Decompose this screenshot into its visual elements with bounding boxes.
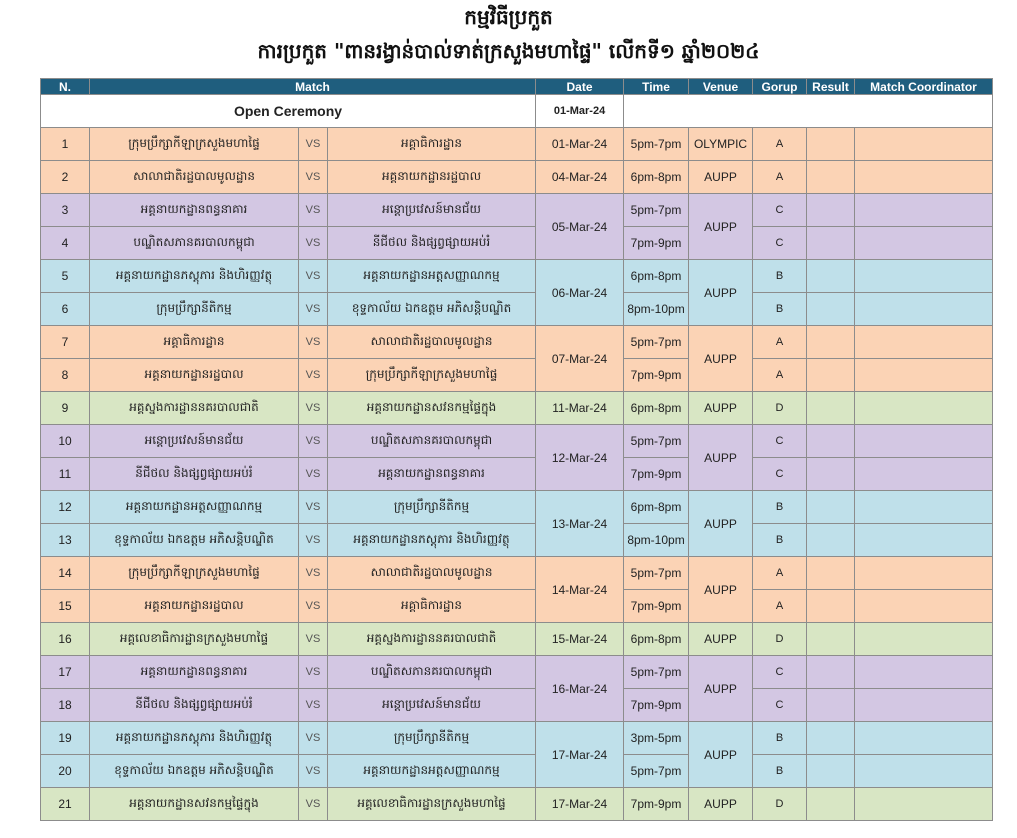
match-number: 15 [41, 590, 90, 623]
home-team: ក្រុមប្រឹក្សាកីឡាក្រសួងមហាផ្ទៃ [90, 557, 299, 590]
match-group: A [753, 326, 807, 359]
match-coordinator [855, 425, 993, 458]
away-team: អគ្គនាយកដ្ឋានពន្ធនាគារ [328, 458, 536, 491]
away-team: ខុទ្ទកាល័យ ឯកឧត្តម អភិសន្តិបណ្ឌិត [328, 293, 536, 326]
match-number: 17 [41, 656, 90, 689]
away-team: អគ្គនាយកដ្ឋានអត្តសញ្ញាណកម្ម [328, 260, 536, 293]
away-team: បណ្ឌិតសភានគរបាលកម្ពុជា [328, 425, 536, 458]
match-date: 17-Mar-24 [536, 788, 624, 821]
match-row [41, 194, 993, 227]
match-number: 2 [41, 161, 90, 194]
header-row [41, 79, 993, 95]
home-team: អគ្គស្នងការដ្ឋាននគរបាលជាតិ [90, 392, 299, 425]
match-venue: AUPP [689, 623, 753, 656]
match-date: 01-Mar-24 [536, 128, 624, 161]
match-number: 18 [41, 689, 90, 722]
match-date: 15-Mar-24 [536, 623, 624, 656]
home-team: អគ្គនាយកដ្ឋានអត្តសញ្ញាណកម្ម [90, 491, 299, 524]
match-coordinator [855, 260, 993, 293]
match-coordinator [855, 755, 993, 788]
vs-label: VS [299, 293, 328, 326]
away-team: អគ្គាធិការដ្ឋាន [328, 590, 536, 623]
match-row [41, 788, 993, 821]
match-venue: AUPP [689, 194, 753, 260]
match-number: 14 [41, 557, 90, 590]
match-coordinator [855, 359, 993, 392]
vs-label: VS [299, 491, 328, 524]
away-team: អគ្គនាយកដ្ឋានភស្តុភារ និងហិរញ្ញវត្ថុ [328, 524, 536, 557]
match-number: 12 [41, 491, 90, 524]
match-number: 16 [41, 623, 90, 656]
match-venue: AUPP [689, 161, 753, 194]
match-result [807, 689, 855, 722]
match-time: 5pm-7pm [624, 128, 689, 161]
away-team: អគ្គស្នងការដ្ឋាននគរបាលជាតិ [328, 623, 536, 656]
match-row [41, 590, 993, 623]
home-team: អគ្គនាយកដ្ឋានភស្តុភារ និងហិរញ្ញវត្ថុ [90, 722, 299, 755]
away-team: អគ្គនាយកដ្ឋានអត្តសញ្ញាណកម្ម [328, 755, 536, 788]
match-number: 20 [41, 755, 90, 788]
header-result: Result [807, 79, 855, 95]
match-time: 6pm-8pm [624, 260, 689, 293]
away-team: សាលាជាតិរដ្ឋបាលមូលដ្ឋាន [328, 557, 536, 590]
header-time: Time [624, 79, 689, 95]
vs-label: VS [299, 755, 328, 788]
header-venue: Venue [689, 79, 753, 95]
header-num: N. [41, 79, 90, 95]
match-venue: AUPP [689, 392, 753, 425]
away-team: អន្តោប្រវេសន៍មានជ័យ [328, 689, 536, 722]
match-number: 8 [41, 359, 90, 392]
match-time: 7pm-9pm [624, 689, 689, 722]
match-venue: AUPP [689, 425, 753, 491]
match-time: 5pm-7pm [624, 326, 689, 359]
match-coordinator [855, 458, 993, 491]
match-time: 3pm-5pm [624, 722, 689, 755]
match-group: B [753, 293, 807, 326]
match-result [807, 326, 855, 359]
match-time: 5pm-7pm [624, 755, 689, 788]
match-row [41, 557, 993, 590]
match-coordinator [855, 623, 993, 656]
away-team: សាលាជាតិរដ្ឋបាលមូលដ្ឋាន [328, 326, 536, 359]
opening-ceremony-blank [624, 95, 993, 128]
match-group: A [753, 557, 807, 590]
match-row [41, 392, 993, 425]
match-row [41, 260, 993, 293]
match-number: 5 [41, 260, 90, 293]
match-time: 6pm-8pm [624, 623, 689, 656]
away-team: អគ្គលេខាធិការដ្ឋានក្រសួងមហាផ្ទៃ [328, 788, 536, 821]
match-number: 3 [41, 194, 90, 227]
vs-label: VS [299, 392, 328, 425]
match-time: 6pm-8pm [624, 161, 689, 194]
match-result [807, 755, 855, 788]
match-time: 8pm-10pm [624, 524, 689, 557]
match-coordinator [855, 557, 993, 590]
opening-ceremony-label: Open Ceremony [41, 95, 536, 128]
match-row [41, 293, 993, 326]
match-group: C [753, 425, 807, 458]
home-team: នីជីថល និងផ្សព្វផ្សាយអប់រំ [90, 458, 299, 491]
vs-label: VS [299, 590, 328, 623]
match-coordinator [855, 392, 993, 425]
match-number: 9 [41, 392, 90, 425]
match-result [807, 623, 855, 656]
match-number: 7 [41, 326, 90, 359]
match-result [807, 161, 855, 194]
match-time: 7pm-9pm [624, 359, 689, 392]
match-group: D [753, 623, 807, 656]
match-row [41, 656, 993, 689]
match-venue: OLYMPIC [689, 128, 753, 161]
match-result [807, 458, 855, 491]
match-result [807, 524, 855, 557]
vs-label: VS [299, 557, 328, 590]
match-date: 05-Mar-24 [536, 194, 624, 260]
match-time: 6pm-8pm [624, 392, 689, 425]
match-result [807, 722, 855, 755]
away-team: អគ្គាធិការដ្ឋាន [328, 128, 536, 161]
match-coordinator [855, 491, 993, 524]
away-team: អគ្គនាយកដ្ឋានសវនកម្មផ្ទៃក្នុង [328, 392, 536, 425]
match-group: B [753, 755, 807, 788]
document-subtitle: ការប្រកួត "ពានរង្វាន់បាល់ទាត់ក្រសួងមហាផ្ទៃ" លើកទី១ ឆ្នាំ២០២៤ [257, 39, 760, 63]
home-team: សាលាជាតិរដ្ឋបាលមូលដ្ឋាន [90, 161, 299, 194]
match-coordinator [855, 788, 993, 821]
home-team: ក្រុមប្រឹក្សាកីឡាក្រសួងមហាផ្ទៃ [90, 128, 299, 161]
match-group: A [753, 359, 807, 392]
home-team: អគ្គាធិការដ្ឋាន [90, 326, 299, 359]
match-row [41, 755, 993, 788]
home-team: ខុទ្ទកាល័យ ឯកឧត្តម អភិសន្តិបណ្ឌិត [90, 755, 299, 788]
match-time: 5pm-7pm [624, 656, 689, 689]
match-number: 13 [41, 524, 90, 557]
match-group: A [753, 128, 807, 161]
match-result [807, 557, 855, 590]
home-team: អគ្គនាយកដ្ឋានរដ្ឋបាល [90, 590, 299, 623]
vs-label: VS [299, 128, 328, 161]
header-coordinator: Match Coordinator [855, 79, 993, 95]
match-group: C [753, 689, 807, 722]
opening-ceremony-date: 01-Mar-24 [536, 95, 624, 128]
match-number: 1 [41, 128, 90, 161]
match-date: 11-Mar-24 [536, 392, 624, 425]
match-row [41, 689, 993, 722]
match-group: B [753, 260, 807, 293]
vs-label: VS [299, 623, 328, 656]
match-time: 7pm-9pm [624, 788, 689, 821]
match-coordinator [855, 194, 993, 227]
match-row [41, 491, 993, 524]
vs-label: VS [299, 458, 328, 491]
match-date: 16-Mar-24 [536, 656, 624, 722]
match-time: 5pm-7pm [624, 425, 689, 458]
match-number: 19 [41, 722, 90, 755]
vs-label: VS [299, 359, 328, 392]
match-venue: AUPP [689, 788, 753, 821]
match-time: 7pm-9pm [624, 458, 689, 491]
match-time: 8pm-10pm [624, 293, 689, 326]
match-coordinator [855, 227, 993, 260]
match-result [807, 194, 855, 227]
away-team: ក្រុមប្រឹក្សានីតិកម្ម [328, 722, 536, 755]
match-row [41, 722, 993, 755]
match-group: D [753, 788, 807, 821]
match-row [41, 425, 993, 458]
match-result [807, 392, 855, 425]
vs-label: VS [299, 260, 328, 293]
match-result [807, 359, 855, 392]
vs-label: VS [299, 788, 328, 821]
header-date: Date [536, 79, 624, 95]
match-group: D [753, 392, 807, 425]
home-team: អន្តោប្រវេសន៍មានជ័យ [90, 425, 299, 458]
vs-label: VS [299, 194, 328, 227]
match-coordinator [855, 722, 993, 755]
match-number: 10 [41, 425, 90, 458]
match-date: 06-Mar-24 [536, 260, 624, 326]
match-group: C [753, 656, 807, 689]
match-time: 5pm-7pm [624, 194, 689, 227]
home-team: អគ្គលេខាធិការដ្ឋានក្រសួងមហាផ្ទៃ [90, 623, 299, 656]
match-date: 04-Mar-24 [536, 161, 624, 194]
match-venue: AUPP [689, 557, 753, 623]
away-team: ក្រុមប្រឹក្សាកីឡាក្រសួងមហាផ្ទៃ [328, 359, 536, 392]
match-number: 21 [41, 788, 90, 821]
match-coordinator [855, 590, 993, 623]
match-date: 13-Mar-24 [536, 491, 624, 557]
home-team: ក្រុមប្រឹក្សានីតិកម្ម [90, 293, 299, 326]
vs-label: VS [299, 227, 328, 260]
match-date: 12-Mar-24 [536, 425, 624, 491]
away-team: អន្តោប្រវេសន៍មានជ័យ [328, 194, 536, 227]
match-group: A [753, 590, 807, 623]
match-row [41, 524, 993, 557]
match-result [807, 491, 855, 524]
match-group: B [753, 524, 807, 557]
match-date: 07-Mar-24 [536, 326, 624, 392]
match-group: B [753, 491, 807, 524]
home-team: នីជីថល និងផ្សព្វផ្សាយអប់រំ [90, 689, 299, 722]
vs-label: VS [299, 425, 328, 458]
match-group: B [753, 722, 807, 755]
match-result [807, 293, 855, 326]
match-date: 14-Mar-24 [536, 557, 624, 623]
vs-label: VS [299, 161, 328, 194]
match-result [807, 590, 855, 623]
home-team: អគ្គនាយកដ្ឋានពន្ធនាគារ [90, 656, 299, 689]
match-result [807, 128, 855, 161]
match-venue: AUPP [689, 656, 753, 722]
match-result [807, 260, 855, 293]
opening-ceremony-row [41, 95, 993, 128]
match-date: 17-Mar-24 [536, 722, 624, 788]
match-group: C [753, 458, 807, 491]
away-team: ក្រុមប្រឹក្សានីតិកម្ម [328, 491, 536, 524]
home-team: អគ្គនាយកដ្ឋានសវនកម្មផ្ទៃក្នុង [90, 788, 299, 821]
home-team: អគ្គនាយកដ្ឋានរដ្ឋបាល [90, 359, 299, 392]
match-result [807, 656, 855, 689]
match-venue: AUPP [689, 326, 753, 392]
match-time: 5pm-7pm [624, 557, 689, 590]
match-result [807, 425, 855, 458]
away-team: នីជីថល និងផ្សព្វផ្សាយអប់រំ [328, 227, 536, 260]
match-row [41, 326, 993, 359]
match-coordinator [855, 524, 993, 557]
match-result [807, 788, 855, 821]
away-team: អគ្គនាយកដ្ឋានរដ្ឋបាល [328, 161, 536, 194]
match-row [41, 128, 993, 161]
header-match: Match [90, 79, 536, 95]
match-result [807, 227, 855, 260]
match-coordinator [855, 326, 993, 359]
vs-label: VS [299, 656, 328, 689]
match-coordinator [855, 689, 993, 722]
vs-label: VS [299, 689, 328, 722]
home-team: ខុទ្ទកាល័យ ឯកឧត្តម អភិសន្តិបណ្ឌិត [90, 524, 299, 557]
away-team: បណ្ឌិតសភានគរបាលកម្ពុជា [328, 656, 536, 689]
vs-label: VS [299, 524, 328, 557]
match-coordinator [855, 161, 993, 194]
vs-label: VS [299, 722, 328, 755]
match-schedule-table [40, 78, 993, 821]
match-group: C [753, 194, 807, 227]
match-row [41, 359, 993, 392]
match-venue: AUPP [689, 491, 753, 557]
match-row [41, 458, 993, 491]
vs-label: VS [299, 326, 328, 359]
match-time: 7pm-9pm [624, 227, 689, 260]
match-venue: AUPP [689, 722, 753, 788]
match-time: 7pm-9pm [624, 590, 689, 623]
match-coordinator [855, 656, 993, 689]
match-number: 6 [41, 293, 90, 326]
match-number: 11 [41, 458, 90, 491]
match-group: C [753, 227, 807, 260]
home-team: អគ្គនាយកដ្ឋានពន្ធនាគារ [90, 194, 299, 227]
match-coordinator [855, 128, 993, 161]
match-venue: AUPP [689, 260, 753, 326]
match-time: 6pm-8pm [624, 491, 689, 524]
home-team: អគ្គនាយកដ្ឋានភស្តុភារ និងហិរញ្ញវត្ថុ [90, 260, 299, 293]
match-coordinator [855, 293, 993, 326]
match-row [41, 227, 993, 260]
match-group: A [753, 161, 807, 194]
match-row [41, 161, 993, 194]
home-team: បណ្ឌិតសភានគរបាលកម្ពុជា [90, 227, 299, 260]
match-number: 4 [41, 227, 90, 260]
match-row [41, 623, 993, 656]
document-title: កម្មវិធីប្រកួត [464, 5, 553, 29]
header-group: Gorup [753, 79, 807, 95]
